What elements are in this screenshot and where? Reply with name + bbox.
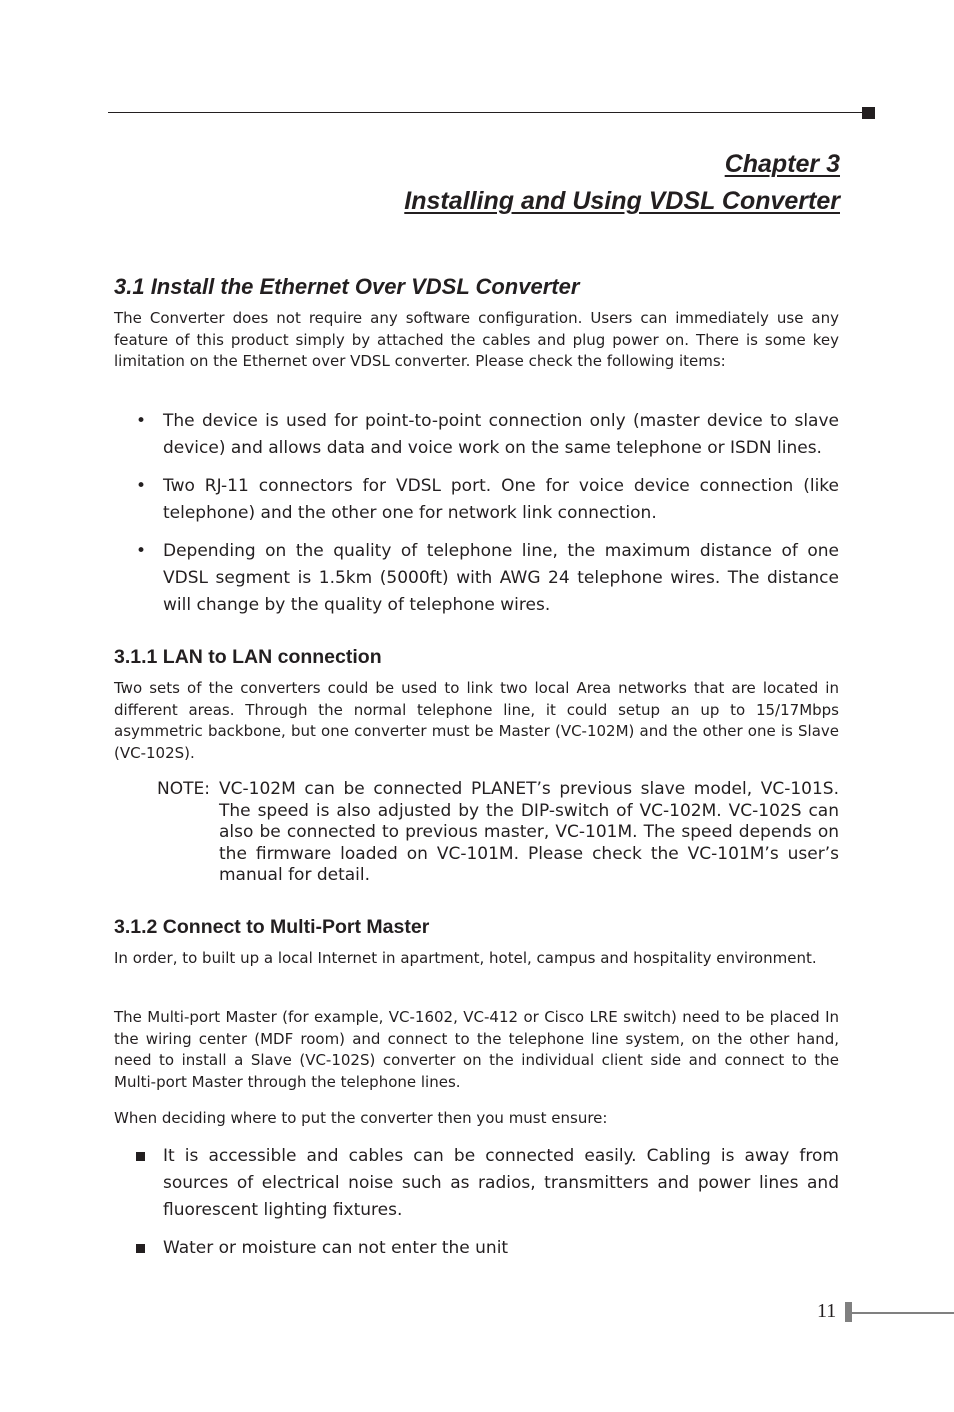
list-item-text: Two RJ-11 connectors for VDSL port. One for voice device connection (like telephone) and the other one for network link connection. xyxy=(163,476,839,523)
note-block xyxy=(114,779,839,889)
section-heading: 3.1 Install the Ethernet Over VDSL Converter xyxy=(114,274,580,299)
header-rule xyxy=(108,112,868,113)
section-3-1-2-heading-block xyxy=(114,916,839,939)
section-3-1-2-para1-block xyxy=(114,948,839,970)
section-3-1-2-para3-block xyxy=(114,1108,839,1130)
bullet-dot-icon: • xyxy=(136,476,147,496)
chapter-name: Installing and Using VDSL Converter xyxy=(404,187,840,215)
bullet-dot-icon: • xyxy=(136,541,147,561)
section-3-1-2-para2-block xyxy=(114,1007,839,1093)
list-item xyxy=(114,1143,839,1224)
subsection-paragraph: Two sets of the converters could be used to link two local Area networks that are located in different areas. Through the normal telephone line, it could setup an up to 15/17Mbps asymmetric backbone, but one converter must be Master (VC-102M) and the other one is Slave (VC-102S). xyxy=(114,679,839,762)
list-item xyxy=(114,1235,839,1262)
section-3-1-2-bullet-list xyxy=(114,1143,839,1262)
subsection-paragraph: When deciding where to put the converter then you must ensure: xyxy=(114,1109,608,1127)
subsection-paragraph: In order, to built up a local Internet in apartment, hotel, campus and hospitality environment. xyxy=(114,949,817,967)
footer-rule xyxy=(852,1312,954,1314)
section-3-1-heading-block xyxy=(114,274,839,300)
page-number-bar xyxy=(845,1302,852,1322)
page-number: 11 xyxy=(817,1300,837,1322)
header-square-marker xyxy=(862,107,875,119)
note-text: VC-102M can be connected PLANET’s previous slave model, VC-101S. The speed is also adjusted by the DIP-switch of VC-102M. VC-102S can also be connected to previous master, VC-101M. The speed depends on the firmware loaded on VC-101M. Please check the VC-101M’s user’s manual for detail. xyxy=(219,779,839,885)
chapter-title xyxy=(404,146,840,220)
subsection-paragraph: The Multi-port Master (for example, VC-1602, VC-412 or Cisco LRE switch) need to be placed In the wiring center (MDF room) and connect to the telephone line system, on the other hand, need to install a Slave (VC-102S) converter on the individual client side and connect to the Multi-port Master through the telephone lines. xyxy=(114,1008,839,1091)
bullet-dot-icon: • xyxy=(136,411,147,431)
list-item-text: It is accessible and cables can be connected easily. Cabling is away from sources of electrical noise such as radios, transmitters and power lines and fluorescent lighting fixtures. xyxy=(163,1146,839,1220)
square-bullet-icon xyxy=(136,1152,145,1161)
square-bullet-icon xyxy=(136,1244,145,1253)
section-3-1-1-heading-block xyxy=(114,646,839,669)
section-3-1-1-body-block xyxy=(114,678,839,764)
chapter-number: Chapter 3 xyxy=(724,150,840,178)
subsection-heading: 3.1.2 Connect to Multi-Port Master xyxy=(114,916,430,938)
list-item xyxy=(114,538,839,619)
subsection-heading: 3.1.1 LAN to LAN connection xyxy=(114,646,382,668)
section-intro-paragraph: The Converter does not require any software configuration. Users can immediately use any feature of this product simply by attached the cables and plug power on. There is some key limitation on the Ethernet over VDSL converter. Please check the following items: xyxy=(114,309,839,371)
section-3-1-bullet-list xyxy=(114,408,839,619)
note-label: NOTE: xyxy=(157,779,210,799)
section-3-1-intro-block xyxy=(114,308,839,373)
list-item xyxy=(114,408,839,462)
list-item-text: Water or moisture can not enter the unit xyxy=(163,1238,509,1258)
list-item-text: Depending on the quality of telephone line, the maximum distance of one VDSL segment is 1.5km (5000ft) with AWG 24 telephone wires. The distance will change by the quality of telephone wires. xyxy=(163,541,839,615)
list-item-text: The device is used for point-to-point connection only (master device to slave device) and allows data and voice work on the same telephone or ISDN lines. xyxy=(163,411,839,458)
list-item xyxy=(114,473,839,527)
